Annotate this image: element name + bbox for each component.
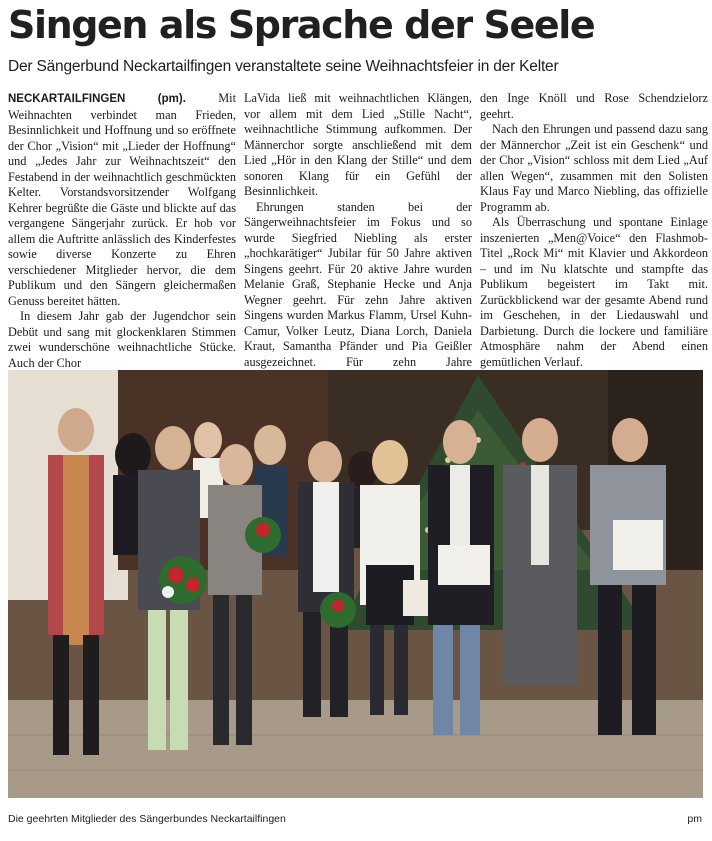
photo-caption: Die geehrten Mitglieder des Sängerbundes Neckartailfingen [8,813,286,825]
paragraph [8,91,236,309]
photo-credit: pm [687,813,702,825]
article-column-1 [8,91,236,371]
paragraph: Ehrungen standen bei der Sängerweihnachtsfeier im Fokus und so wurde Siegfried Niebling als erster „hochkarätiger“ Jubilar für 50 Jahre aktiven Singens geehrt. Für 20 aktive Jahre wurden Melanie Graß, Stephanie Hecke und Anja Wegner geehrt. Für zehn Jahre aktiven Singens wurden Markus Flamm, Ursel Kuhn-Camur, Volker Leutz, Diana Lorch, Daniela Kraut, Samantha Pfänder und Pia Geißler ausgezeichnet. Für zehn Jahre [244,199,472,369]
paragraph: den Inge Knöll und Rose Schendzielorz geehrt. [480,91,708,121]
paragraph: Als Überraschung und spontane Einlage inszenierten „Men@Voice“ den Flashmob-Titel „Rock Mi“ mit Klavier und Akkordeon – und im Nu klatschte und stampfte das Publikum begeistert im Takt mit. Zurückblickend war der gesamte Abend rund im Geschehen, in der Liedauswahl und Darbietung. Durch die lockere und familiäre Atmosphäre nahm der Abend einen gemütlichen Verlauf. [480,215,708,369]
group-photo [8,370,703,798]
paragraph: In diesem Jahr gab der Jugendchor sein Debüt und sang mit glockenklaren Stimmen zwei wunderschöne weihnachtliche Stücke. Auch der Chor [8,309,236,370]
article-column-3 [480,91,708,370]
article-column-2 [244,91,472,386]
subheadline: Der Sängerbund Neckartailfingen veranstaltete seine Weihnachtsfeier in der Kelter [8,58,559,75]
headline: Singen als Sprache der Seele [8,3,595,47]
paragraph-text: Mit Weihnachten verbindet man Frieden, Besinnlichkeit und Hoffnung und so eröffnete der Chor „Vision“ mit „Lieder der Hoffnung“ und „Jedes Jahr zur Weihnachtszeit“ den Festabend in der weihnachtlich geschmückten Kelter. Vorstandsvorsitzender Wolfgang Kehrer begrüßte die Gäste und blickte auf das vergangene Sängerjahr zurück. Er hob vor allem die Auftritte anlässlich des Kinderfestes sowie diverse Konzerte zu Ehren verschiedener Mitglieder hervor, die dem Publikum und den Sängern gleichermaßen Genuss bereitet hätten. [8,91,236,308]
group-photo-icon [8,370,703,798]
paragraph: LaVida ließ mit weihnachtlichen Klängen, vor allem mit dem Lied „Stille Nacht“, weihnachtliche Stimmung aufkommen. Der Männerchor sorgte anschließend mit dem Lied „Hör in den Klang der Stille“ und dem sonoren Klang für ein Gefühl der Besinnlichkeit. [244,91,472,198]
paragraph: Nach den Ehrungen und passend dazu sang der Männerchor „Zeit ist ein Geschenk“ und der Chor „Vision“ schloss mit dem Lied „Auf allen Wegen“, zusammen mit den Solisten Klaus Fay und Marco Niebling, das offizielle Programm ab. [480,122,708,214]
dateline: NECKARTAILFINGEN (pm). [8,93,186,105]
